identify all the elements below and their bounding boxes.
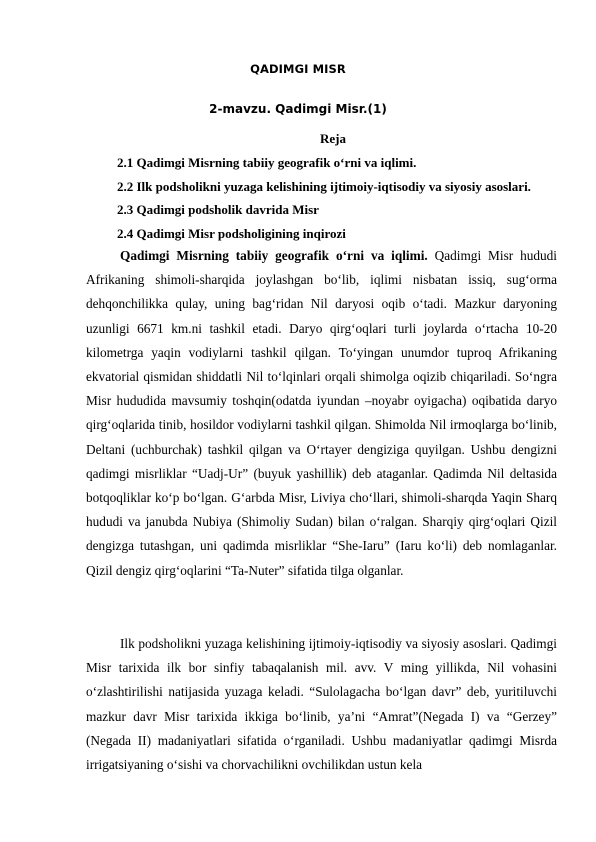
paragraph-early-kingdom [86, 632, 557, 777]
lesson-subtitle: 2-mavzu. Qadimgi Misr.(1) [209, 102, 387, 116]
plan-list [117, 151, 587, 245]
plan-item: 2.2 Ilk podsholikni yuzaga kelishining ijtimoiy-iqtisodiy va siyosiy asoslari. [117, 178, 531, 194]
plan-heading: Reja [320, 131, 346, 146]
plan-item: 2.4 Qadimgi Misr podsholigining inqirozi [117, 225, 346, 241]
plan-item: 2.3 Qadimgi podsholik davrida Misr [117, 202, 319, 217]
paragraph-body: Ilk podsholikni yuzaga kelishining ijtimoiy-iqtisodiy va siyosiy asoslari. Qadimgi Misr tarixida ilk bor sinfiy tabaqalanish mil. avv. V ming yillikda, Nil vohasini o‘zlashtirilishi natijasida yuzaga keladi. “Sulolagacha bo‘lgan davr” deb, yuritiluvchi mazkur davr Misr tarixida ikkiga bo‘linib, ya’ni “Amrat”(Negada I) va “Gerzey” (Negada II) madaniyatlari sifatida o‘rganiladi. Ushbu madaniyatlar qadimgi Misrda irrigatsiyaning o‘sishi va chorvachilikni ovchilikdan ustun kela [86, 636, 557, 773]
plan-item: 2.1 Qadimgi Misrning tabiiy geografik o‘rni va iqlimi. [117, 155, 417, 170]
paragraph-lead: Qadimgi Misrning tabiiy geografik o‘rni va iqlimi. [120, 248, 428, 263]
paragraph-body: Qadimgi Misr hududi Afrikaning shimoli-sharqida joylashgan bo‘lib, iqlimi nisbatan issiq, sug‘orma dehqonchilikka qulay, uning bag‘ridan Nil daryosi oqib o‘tadi. Mazkur daryoning uzunligi 6671 km.ni tashkil etadi. Daryo qirg‘oqlari turli joylarda o‘rtacha 10-20 kilometrga yaqin vodiylarni tashkil qilgan. To‘yingan unumdor tuproq Afrikaning ekvatorial qismidan shiddatli Nil to‘lqinlari orqali shimolga oqizib chiqariladi. So‘ngra Misr hududida mavsumiy toshqin(odatda iyundan –noyabr oyigacha) oqibatida daryo qirg‘oqlarida tinib, hosildor vodiylarni tashkil qilgan. Shimolda Nil irmoqlarga bo‘linib, Deltani (uchburchak) tashkil qilgan va O‘rtayer dengiziga quyilgan. Ushbu dengizni qadimgi misrliklar “Uadj-Ur” (buyuk yashillik) deb ataganlar. Qadimda Nil deltasida botqoqliklar ko‘p bo‘lgan. G‘arbda Misr, Liviya cho‘llari, shimoli-sharqda Yaqin Sharq hududi va janubda Nubiya (Shimoliy Sudan) bilan o‘ralgan. Sharqiy qirg‘oqlari Qizil dengizga tutashgan, uni qadimda misrliklar “She-Iaru” (Iaru ko‘li) deb nomlaganlar. Qizil dengiz qirg‘oqlarini “Ta-Nuter” sifatida tilga olganlar. [86, 248, 558, 578]
paragraph-geography [86, 244, 557, 583]
document-title: QADIMGI MISR [250, 62, 346, 76]
